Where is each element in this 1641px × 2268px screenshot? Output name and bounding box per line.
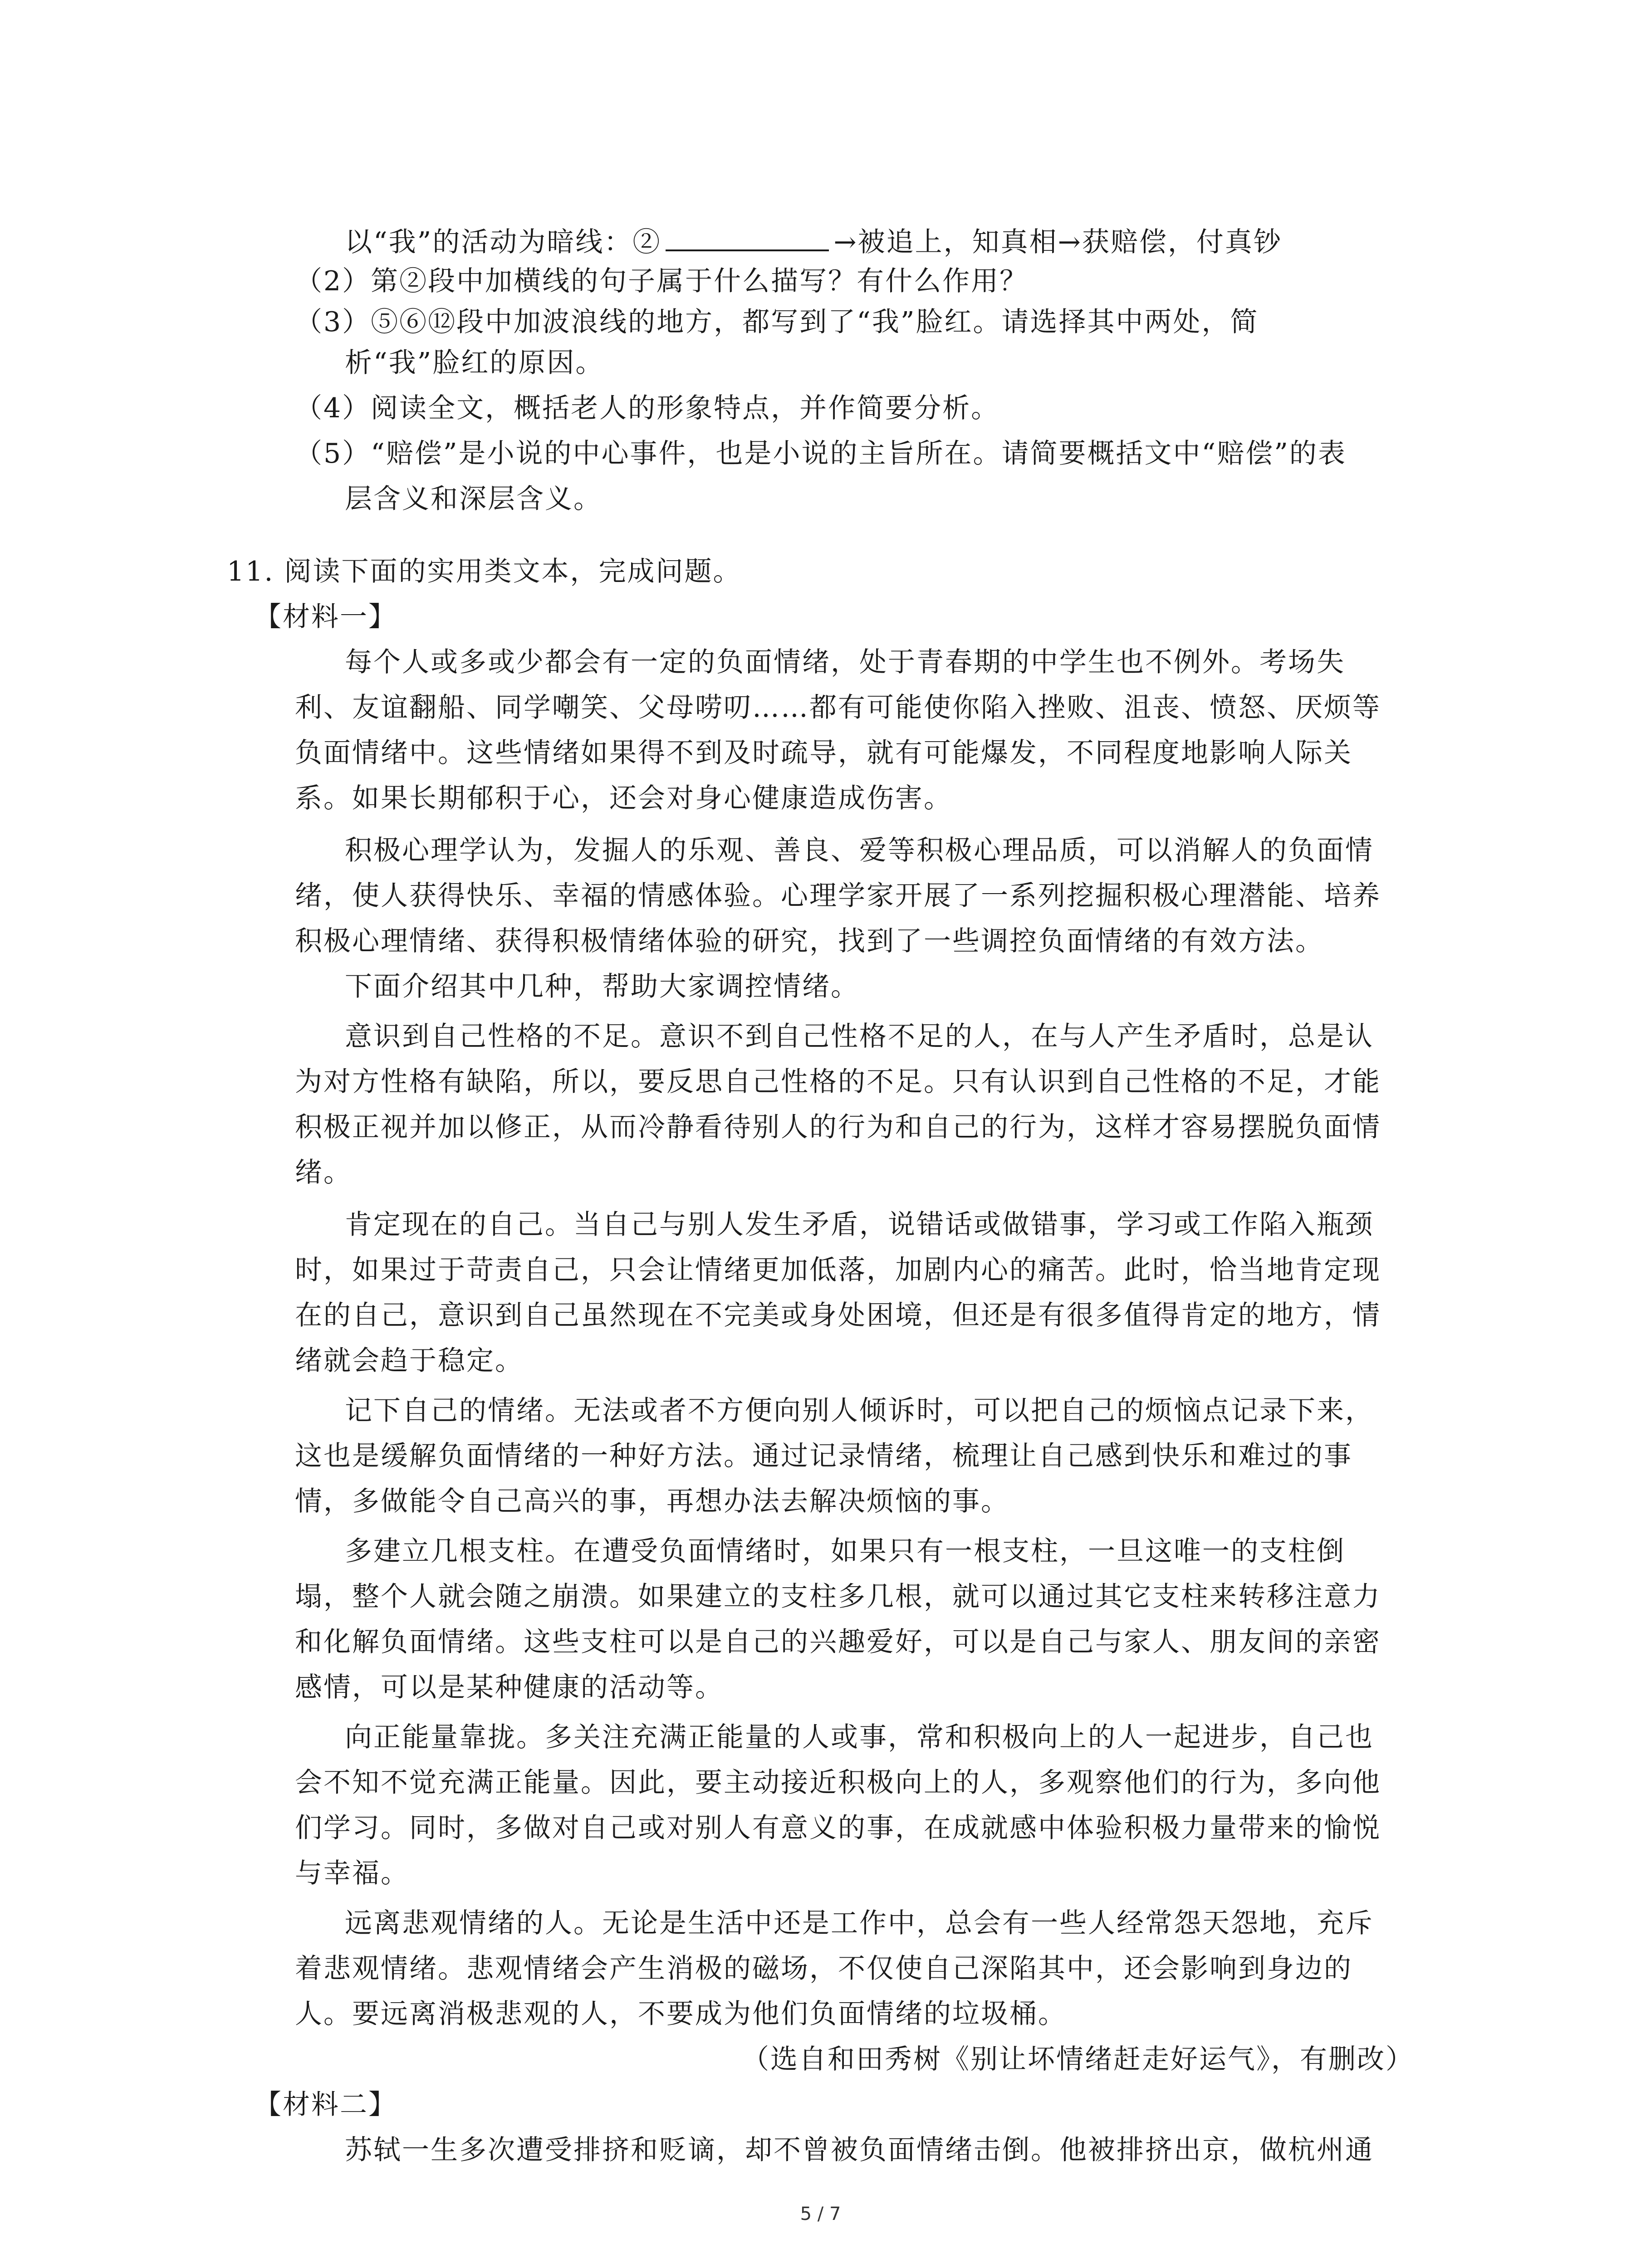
m1-line: 远离悲观情绪的人。无论是生活中还是工作中，总会有一些人经常怨天怨地，充斥 xyxy=(345,1907,1374,1939)
m1-line: 记下自己的情绪。无法或者不方便向别人倾诉时，可以把自己的烦恼点记录下来， xyxy=(345,1395,1374,1427)
m1-line: 塌，整个人就会随之崩溃。如果建立的支柱多几根，就可以通过其它支柱来转移注意力 xyxy=(295,1581,1381,1613)
material-two-heading: 【材料二】 xyxy=(254,2089,397,2121)
m1-line: 每个人或多或少都会有一定的负面情绪，处于青春期的中学生也不例外。考场失 xyxy=(345,646,1345,678)
m1-line: 利、友谊翻船、同学嘲笑、父母唠叨……都有可能使你陷入挫败、沮丧、愤怒、厌烦等 xyxy=(295,692,1381,723)
m1-line: 与幸福。 xyxy=(295,1857,409,1889)
m1-line: 绪。 xyxy=(295,1157,352,1188)
q10-sub5-line2: 层含义和深层含义。 xyxy=(345,483,602,515)
q10-outline-line xyxy=(345,222,1282,260)
m1-line: 人。要远离消极悲观的人，不要成为他们负面情绪的垃圾桶。 xyxy=(295,1998,1067,2030)
source-citation: （选自和田秀树《别让坏情绪赶走好运气》，有删改） xyxy=(742,2043,1414,2075)
m1-line: 系。如果长期郁积于心，还会对身心健康造成伤害。 xyxy=(295,782,952,814)
m1-line: 在的自己，意识到自己虽然现在不完美或身处困境，但还是有很多值得肯定的地方，情 xyxy=(295,1300,1381,1331)
m1-line: 多建立几根支柱。在遭受负面情绪时，如果只有一根支柱，一旦这唯一的支柱倒 xyxy=(345,1535,1345,1567)
m1-line: 着悲观情绪。悲观情绪会产生消极的磁场，不仅使自己深陷其中，还会影响到身边的 xyxy=(295,1953,1352,1984)
page-number: 5 / 7 xyxy=(800,2204,841,2224)
m1-line: 情，多做能令自己高兴的事，再想办法去解决烦恼的事。 xyxy=(295,1486,1009,1517)
m1-line: 和化解负面情绪。这些支柱可以是自己的兴趣爱好，可以是自己与家人、朋友间的亲密 xyxy=(295,1626,1381,1658)
q10-outline-before: 以“我”的活动为暗线：② xyxy=(345,226,661,258)
m1-line: 为对方性格有缺陷，所以，要反思自己性格的不足。只有认识到自己性格的不足，才能 xyxy=(295,1066,1381,1098)
m1-line: 绪，使人获得快乐、幸福的情感体验。心理学家开展了一系列挖掘积极心理潜能、培养 xyxy=(295,880,1381,912)
m1-line: 向正能量靠拢。多关注充满正能量的人或事，常和积极向上的人一起进步，自己也 xyxy=(345,1721,1374,1753)
m1-line: 感情，可以是某种健康的活动等。 xyxy=(295,1672,724,1703)
m1-line: 意识到自己性格的不足。意识不到自己性格不足的人，在与人产生矛盾时，总是认 xyxy=(345,1021,1374,1052)
m1-line: 会不知不觉充满正能量。因此，要主动接近积极向上的人，多观察他们的行为，多向他 xyxy=(295,1767,1381,1799)
answer-blank[interactable] xyxy=(666,222,829,251)
material-one-heading: 【材料一】 xyxy=(254,601,397,633)
m1-line: 下面介绍其中几种，帮助大家调控情绪。 xyxy=(345,971,859,1002)
m1-line: 这也是缓解负面情绪的一种好方法。通过记录情绪，梳理让自己感到快乐和难过的事 xyxy=(295,1440,1352,1472)
q10-sub2: （2）第②段中加横线的句子属于什么描写？有什么作用？ xyxy=(295,265,1029,297)
q10-sub5-line1: （5）“赔偿”是小说的中心事件，也是小说的主旨所在。请简要概括文中“赔偿”的表 xyxy=(295,438,1347,469)
m1-line: 时，如果过于苛责自己，只会让情绪更加低落，加剧内心的痛苦。此时，恰当地肯定现 xyxy=(295,1254,1381,1286)
q10-sub4: （4）阅读全文，概括老人的形象特点，并作简要分析。 xyxy=(295,392,1000,424)
m1-line: 积极心理情绪、获得积极情绪体验的研究，找到了一些调控负面情绪的有效方法。 xyxy=(295,925,1324,957)
m1-line: 积极正视并加以修正，从而冷静看待别人的行为和自己的行为，这样才容易摆脱负面情 xyxy=(295,1111,1381,1143)
q10-outline-after: →被追上，知真相→获赔偿，付真钞 xyxy=(833,226,1282,258)
m2-line: 苏轼一生多次遭受排挤和贬谪，却不曾被负面情绪击倒。他被排挤出京，做杭州通 xyxy=(345,2134,1374,2166)
m1-line: 绪就会趋于稳定。 xyxy=(295,1345,524,1377)
m1-line: 肯定现在的自己。当自己与别人发生矛盾，说错话或做错事，学习或工作陷入瓶颈 xyxy=(345,1209,1374,1241)
m1-line: 们学习。同时，多做对自己或对别人有意义的事，在成就感中体验积极力量带来的愉悦 xyxy=(295,1812,1381,1844)
q10-sub3-line1: （3）⑤⑥⑫段中加波浪线的地方，都写到了“我”脸红。请选择其中两处，简 xyxy=(295,306,1259,338)
m1-line: 积极心理学认为，发掘人的乐观、善良、爱等积极心理品质，可以消解人的负面情 xyxy=(345,835,1374,866)
q10-sub3-line2: 析“我”脸红的原因。 xyxy=(345,347,604,379)
q11-title: 11. 阅读下面的实用类文本，完成问题。 xyxy=(227,556,742,587)
m1-line: 负面情绪中。这些情绪如果得不到及时疏导，就有可能爆发，不同程度地影响人际关 xyxy=(295,737,1352,769)
